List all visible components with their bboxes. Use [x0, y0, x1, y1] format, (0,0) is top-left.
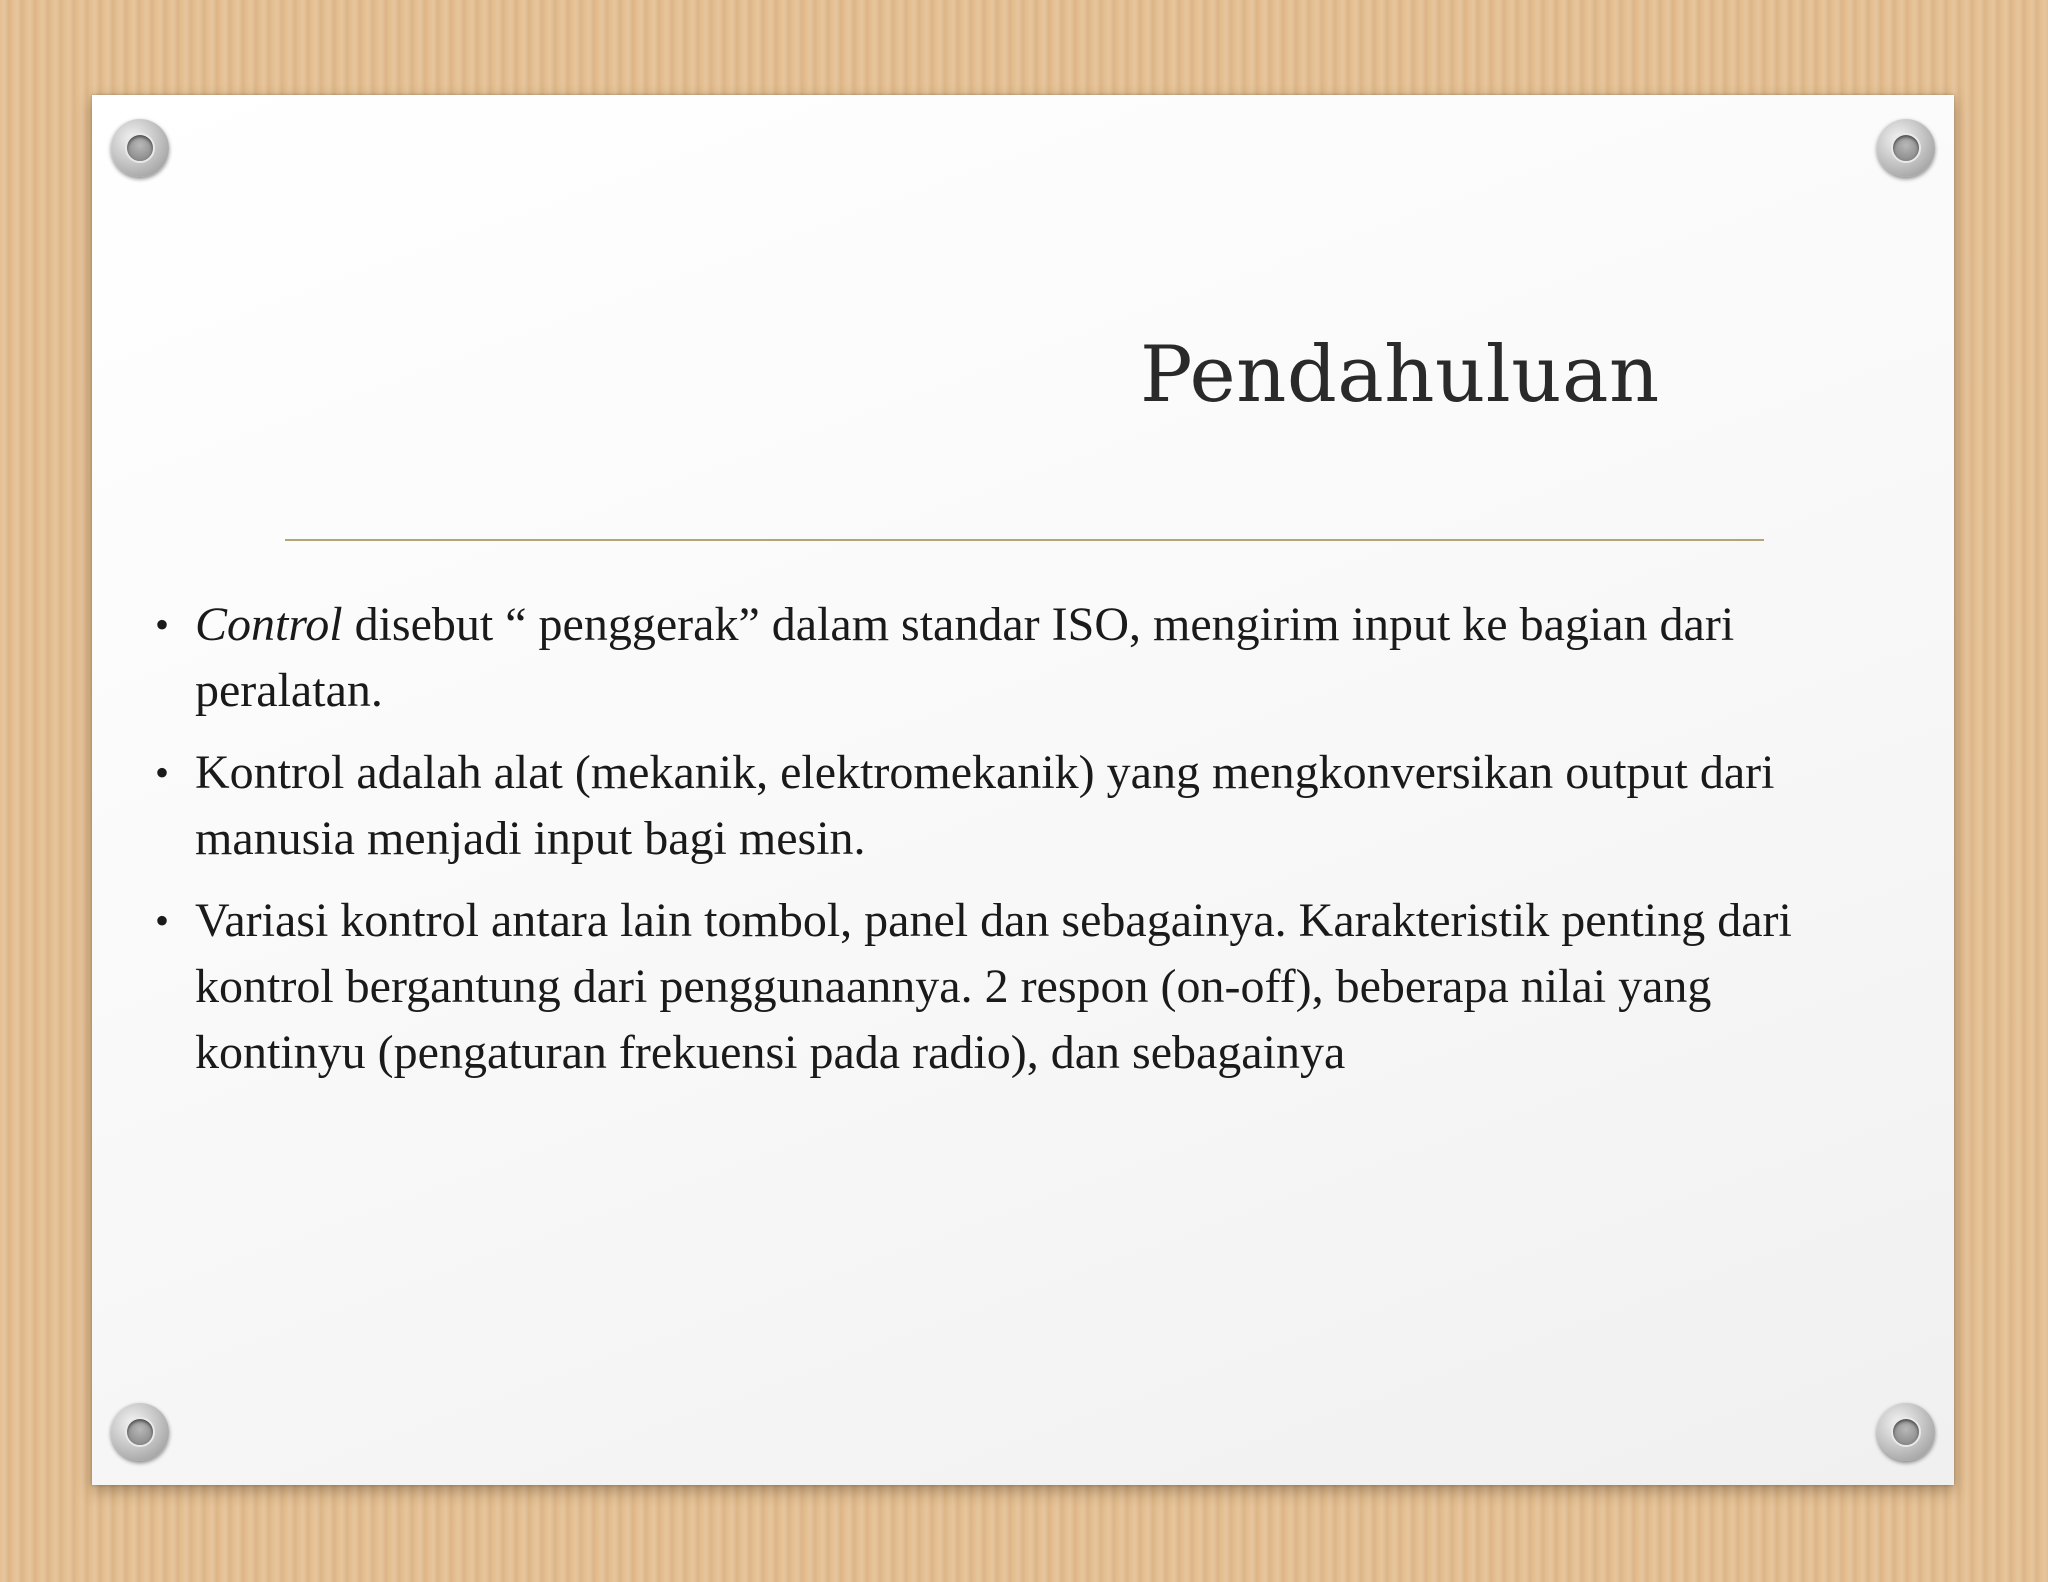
bullet-item — [155, 592, 1835, 724]
bullet-list — [155, 592, 1835, 1102]
bullet-text: Kontrol adalah alat (mekanik, elektromekanik) yang mengkonversikan output dari manusia menjadi input bagi mesin. — [195, 746, 1775, 865]
bullet-item — [155, 888, 1835, 1086]
slide-title: Pendahuluan — [1140, 330, 1660, 420]
rivet-icon — [111, 1403, 169, 1461]
bullet-italic-lead: Control — [195, 598, 343, 651]
bullet-icon: • — [155, 602, 170, 647]
bullet-text: disebut “ penggerak” dalam standar ISO, mengirim input ke bagian dari peralatan. — [195, 598, 1735, 717]
rivet-icon — [1877, 119, 1935, 177]
title-divider — [285, 539, 1764, 541]
rivet-icon — [111, 119, 169, 177]
bullet-item — [155, 740, 1835, 872]
bullet-icon: • — [155, 750, 170, 795]
bullet-icon: • — [155, 898, 170, 943]
rivet-icon — [1877, 1403, 1935, 1461]
bullet-text: Variasi kontrol antara lain tombol, panel dan sebagainya. Karakteristik penting dari kontrol bergantung dari penggunaannya. 2 respon (on-off), beberapa nilai yang kontinyu (pengaturan frekuensi pada radio), dan sebagainya — [195, 894, 1792, 1079]
